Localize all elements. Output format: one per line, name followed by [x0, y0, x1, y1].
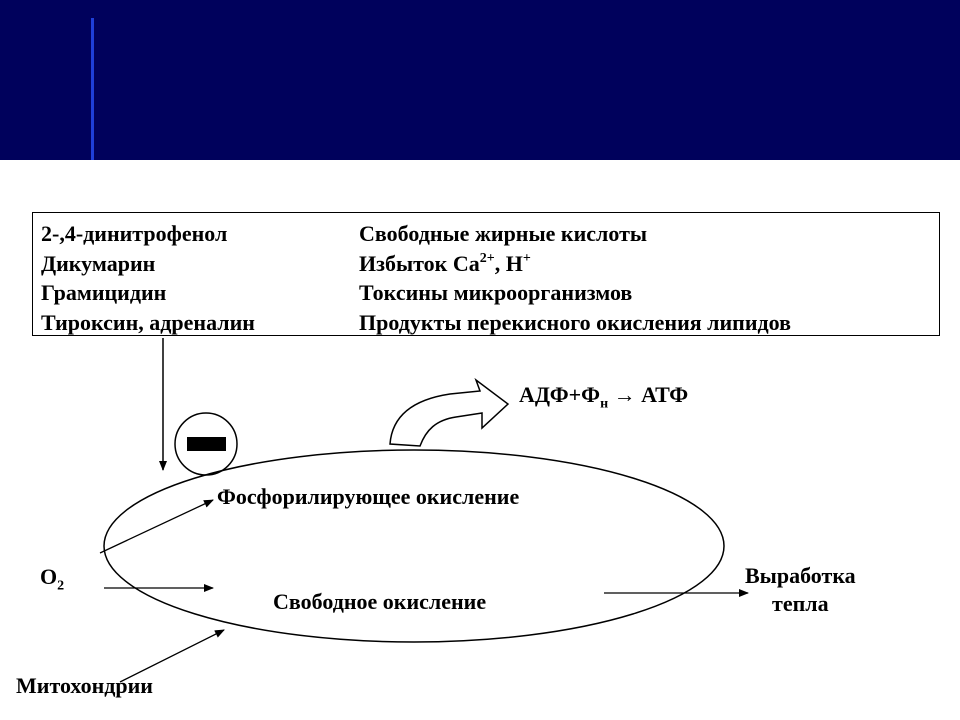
atp-synthesis-label: $АДФ+Ф_н$ → АТФ	[519, 382, 689, 412]
uncoupler-gramicidin: Грамицидин	[41, 280, 167, 305]
uncoupler-dicoumarin: Дикумарин	[41, 250, 156, 276]
uncoupler-thyroxine-adrenaline: Тироксин, адреналин	[41, 309, 255, 335]
free-oxidation-label: Свободное окисление	[273, 589, 487, 614]
uncoupler-calcium-excess: Избыток $Ca^{2+}$, H+	[359, 250, 531, 276]
oxygen-label: $O_2$	[40, 564, 65, 594]
uncoupler-dinitrophenol: 2-,4-динитрофенол	[41, 221, 228, 246]
curved-arrow-icon	[390, 380, 508, 446]
phosphorylating-oxidation-label: Фосфорилирующее окисление	[217, 484, 520, 509]
minus-sign-icon	[175, 413, 237, 475]
uncoupler-microbial-toxins: Токсины микроорганизмов	[359, 280, 633, 305]
uncoupler-lipid-peroxidation: Продукты перекисного окисления липидов	[359, 309, 791, 335]
uncoupler-fatty-acids: Свободные жирные кислоты	[359, 221, 648, 246]
mitochondria-label: Митохондрии	[16, 673, 153, 698]
o2-to-phosphorylation-arrow	[100, 500, 213, 553]
heat-production-label: Выработка тепла	[745, 563, 856, 616]
